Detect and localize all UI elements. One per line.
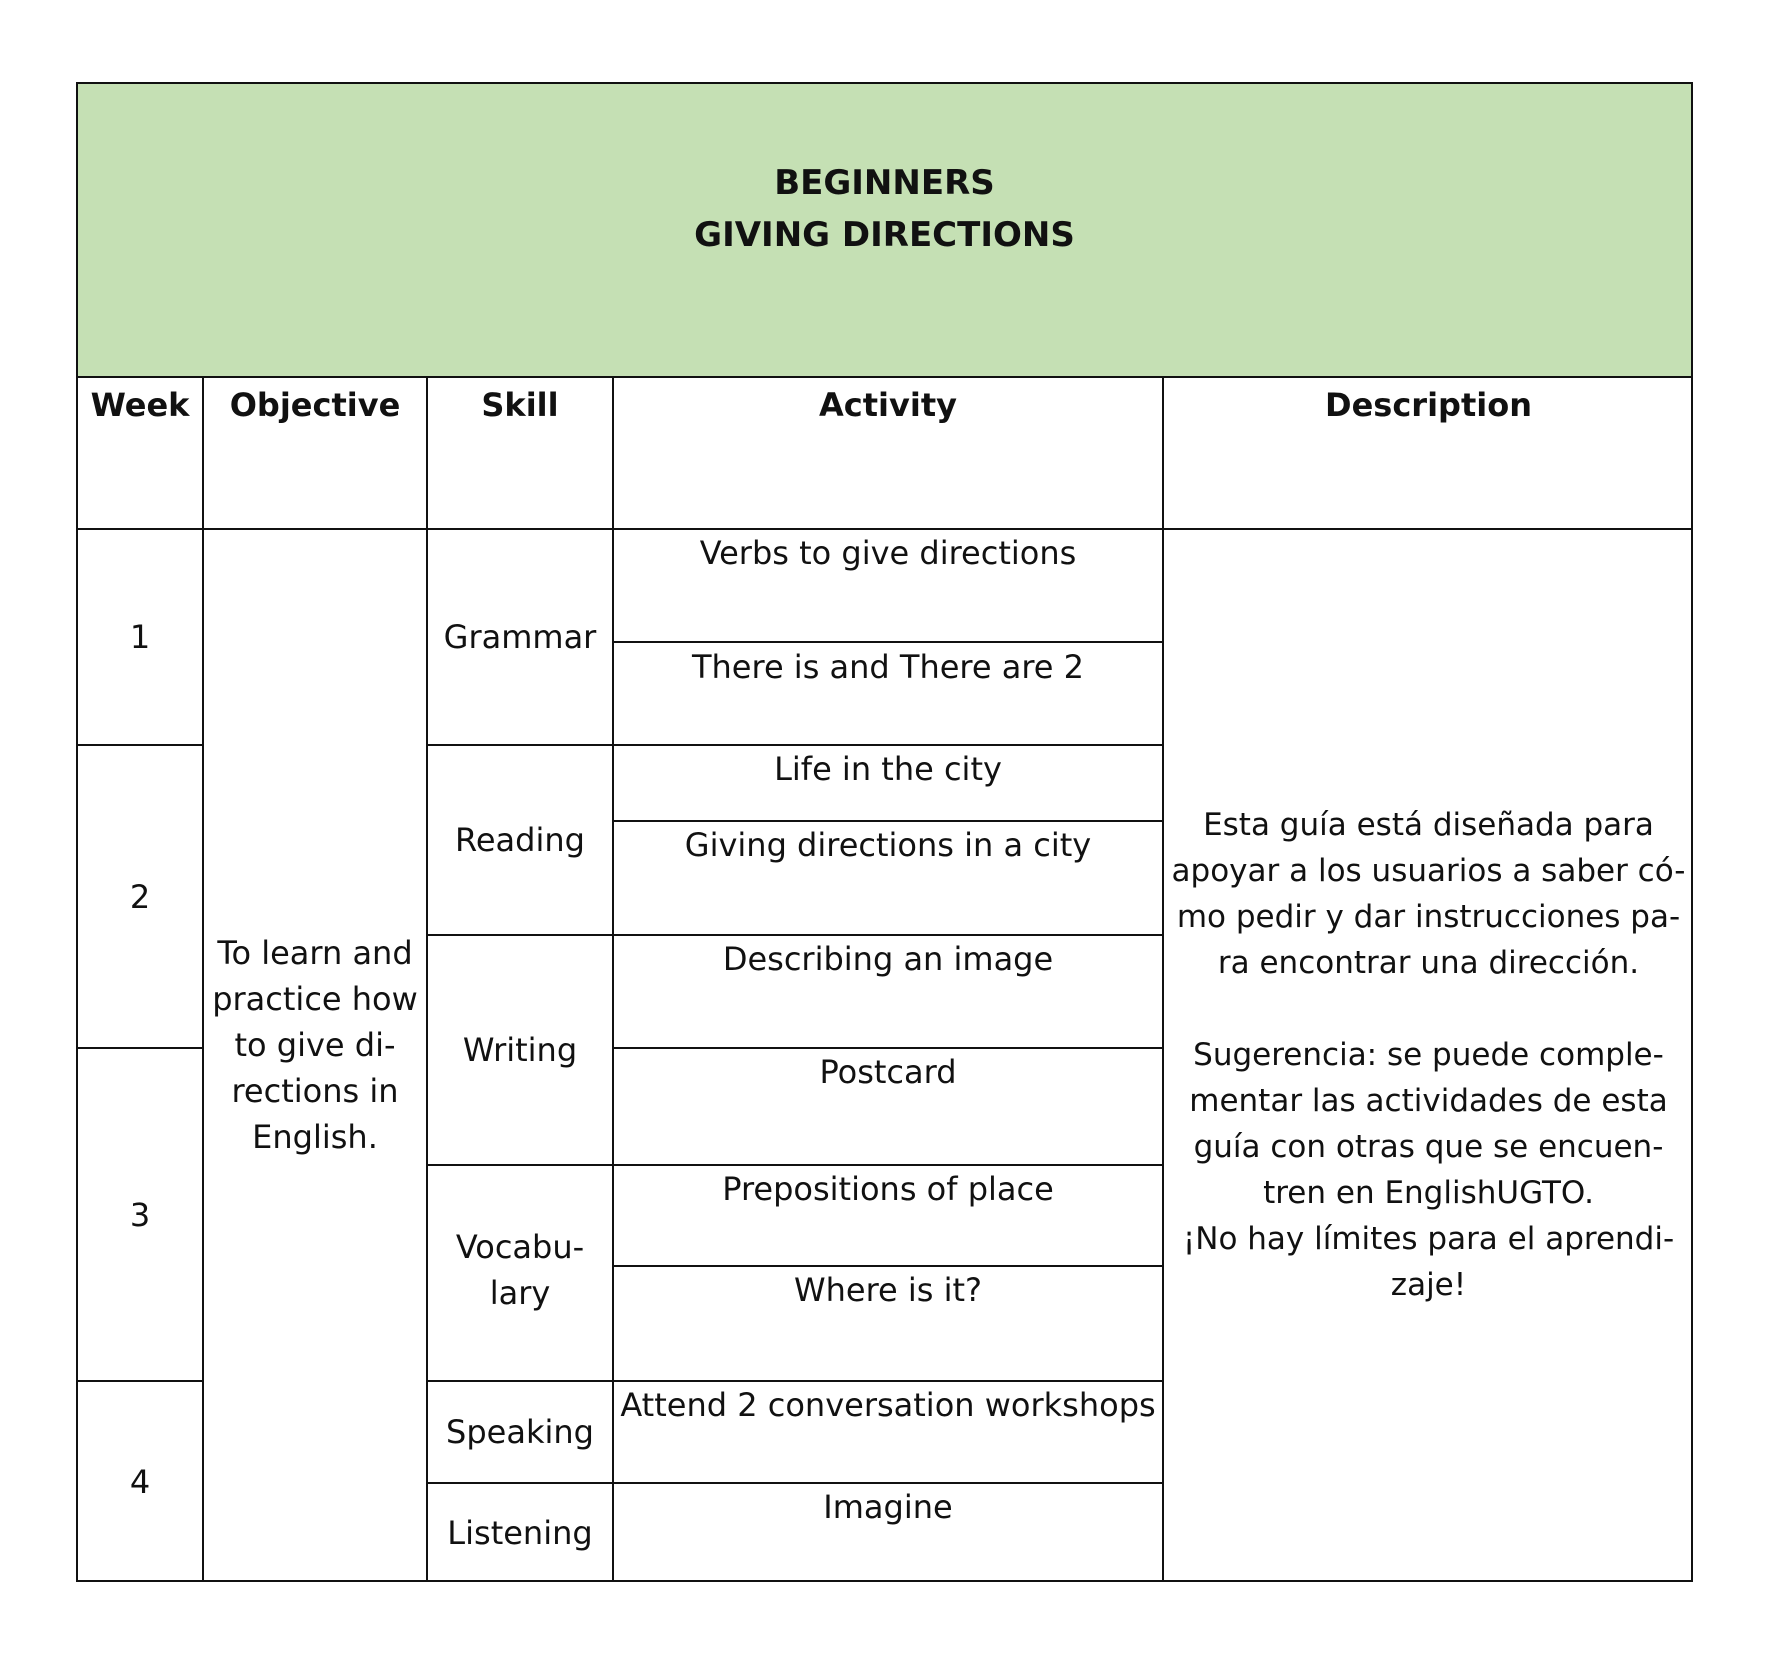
description-spacer xyxy=(1164,986,1693,1032)
curriculum-table xyxy=(76,82,1693,1582)
description-line: zaje! xyxy=(1390,1267,1467,1303)
description-line: tren en EnglishUGTO. xyxy=(1263,1175,1594,1211)
week-number: 1 xyxy=(129,618,151,656)
objective-line: practice how xyxy=(212,980,418,1018)
activity-item: There is and There are 2 xyxy=(691,648,1085,686)
activity-item: Describing an image xyxy=(722,940,1054,978)
description-text xyxy=(1164,802,1693,1308)
description-line: mo pedir y dar instrucciones pa- xyxy=(1176,899,1681,935)
description-line: guía con otras que se encuen- xyxy=(1193,1129,1664,1165)
objective-line: English. xyxy=(252,1118,378,1156)
description-line: ¡No hay límites para el aprendi- xyxy=(1182,1221,1675,1257)
activity-item: Prepositions of place xyxy=(722,1170,1054,1208)
skill-reading: Reading xyxy=(455,821,585,859)
objective-line: to give di- xyxy=(234,1026,396,1064)
level-title: BEGINNERS xyxy=(774,163,995,203)
skill-vocabulary xyxy=(428,1224,612,1316)
header-objective: Objective xyxy=(229,386,401,424)
title-band xyxy=(78,84,1691,378)
header-week: Week xyxy=(90,386,190,424)
objective-line: rections in xyxy=(231,1072,399,1110)
activity-item: Imagine xyxy=(823,1488,953,1526)
activity-item: Life in the city xyxy=(774,750,1002,788)
description-line: Esta guía está diseñada para xyxy=(1203,807,1654,843)
header-skill: Skill xyxy=(481,386,559,424)
description-line: apoyar a los usuarios a saber có- xyxy=(1171,853,1686,889)
skill-speaking: Speaking xyxy=(446,1413,594,1451)
activity-item: Attend 2 conversation workshops xyxy=(620,1386,1156,1424)
header-description: Description xyxy=(1325,386,1532,424)
week-number: 2 xyxy=(129,877,151,916)
skill-writing: Writing xyxy=(462,1031,578,1069)
skill-vocabulary-line: lary xyxy=(489,1274,551,1312)
week-number: 3 xyxy=(129,1195,151,1234)
activity-divider xyxy=(612,641,1162,643)
activity-item: Verbs to give directions xyxy=(699,534,1077,572)
description-line: mentar las actividades de esta xyxy=(1189,1083,1668,1119)
activity-item: Postcard xyxy=(819,1053,957,1091)
skill-divider xyxy=(426,1164,612,1166)
activity-item: Giving directions in a city xyxy=(684,826,1092,864)
week-number: 4 xyxy=(129,1463,151,1501)
activity-item: Where is it? xyxy=(793,1271,983,1309)
skill-vocabulary-line: Vocabu- xyxy=(455,1228,585,1266)
header-activity: Activity xyxy=(819,386,957,424)
description-line: ra encontrar una dirección. xyxy=(1217,945,1640,981)
objective-text xyxy=(204,930,426,1160)
description-line: Sugerencia: se puede comple- xyxy=(1193,1037,1664,1073)
objective-line: To learn and xyxy=(217,934,413,972)
skill-grammar: Grammar xyxy=(443,618,597,656)
skill-listening: Listening xyxy=(447,1514,593,1552)
topic-title: GIVING DIRECTIONS xyxy=(694,215,1075,255)
